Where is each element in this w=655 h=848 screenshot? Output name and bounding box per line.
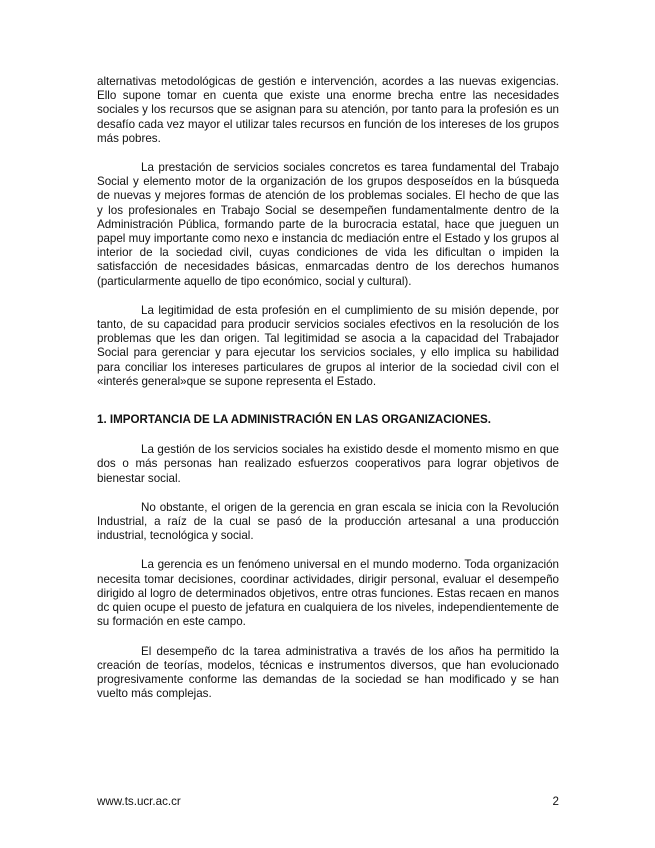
- paragraph-universal-management: La gerencia es un fenómeno universal en el mundo moderno. Toda organización necesita tomar decisiones, coordinar actividades, dirigir personal, evaluar el desempeño dirigido al logro de determinados objetivos, entre otras funciones. Estas recaen en manos dc quien ocupe el puesto de jefatura en cualquiera de los niveles, independientemente de su formación en este campo.: [97, 558, 559, 629]
- footer-url: www.ts.ucr.ac.cr: [97, 795, 181, 808]
- page-number: 2: [552, 795, 559, 808]
- document-page: [97, 75, 559, 716]
- paragraph-continuation: alternativas metodológicas de gestión e intervención, acordes a las nuevas exigencias. Ello supone tomar en cuenta que existe una enorme brecha entre las necesidades sociales y los recursos que se asignan para su atención, por tanto para la profesión es un desafío cada vez mayor el utilizar tales recursos en función de los intereses de los grupos más pobres.: [97, 75, 559, 145]
- paragraph-service-provision: La prestación de servicios sociales concretos es tarea fundamental del Trabajo Social y elemento motor de la organización de los grupos desposeídos en la búsqueda de nuevas y mejores formas de atención de los problemas sociales. El hecho de que las y los profesionales en Trabajo Social se desempeñen fundamentalmente dentro de la Administración Pública, formando parte de la burocracia estatal, hace que jueguen un papel muy importante como nexo e instancia dc mediación entre el Estado y los grupos al interior de la sociedad civil, cuyas condiciones de vida les dificultan o impiden la satisfacción de necesidades básicas, enmarcadas dentro de los derechos humanos (particularmente aquello de tipo económico, social y cultural).: [97, 161, 559, 288]
- section-heading: 1. IMPORTANCIA DE LA ADMINISTRACIÓN EN LAS ORGANIZACIONES.: [97, 413, 491, 427]
- paragraph-administrative-evolution: El desempeño dc la tarea administrativa a través de los años ha permitido la creación de teorías, modelos, técnicas e instrumentos diversos, que han evolucionado progresivamente conforme las demandas de la sociedad se han modificado y se han vuelto más complejas.: [97, 644, 559, 701]
- paragraph-legitimacy: La legitimidad de esta profesión en el cumplimiento de su misión depende, por tanto, de su capacidad para producir servicios sociales efectivos en la resolución de los problemas que les dan origen. Tal legitimidad se asocia a la capacidad del Trabajador Social para gerenciar y para ejecutar los servicios sociales, y ello implica su habilidad para conciliar los intereses particulares de grupos al interior de la sociedad civil con el «interés general»que se supone representa el Estado.: [97, 303, 559, 388]
- paragraph-industrial-revolution: No obstante, el origen de la gerencia en gran escala se inicia con la Revolución Industrial, a raíz de la cual se pasó de la producción artesanal a una producción industrial, tecnológica y social.: [97, 500, 559, 543]
- paragraph-management-history: La gestión de los servicios sociales ha existido desde el momento mismo en que dos o más personas han realizado esfuerzos cooperativos para lograr objetivos de bienestar social.: [97, 443, 559, 485]
